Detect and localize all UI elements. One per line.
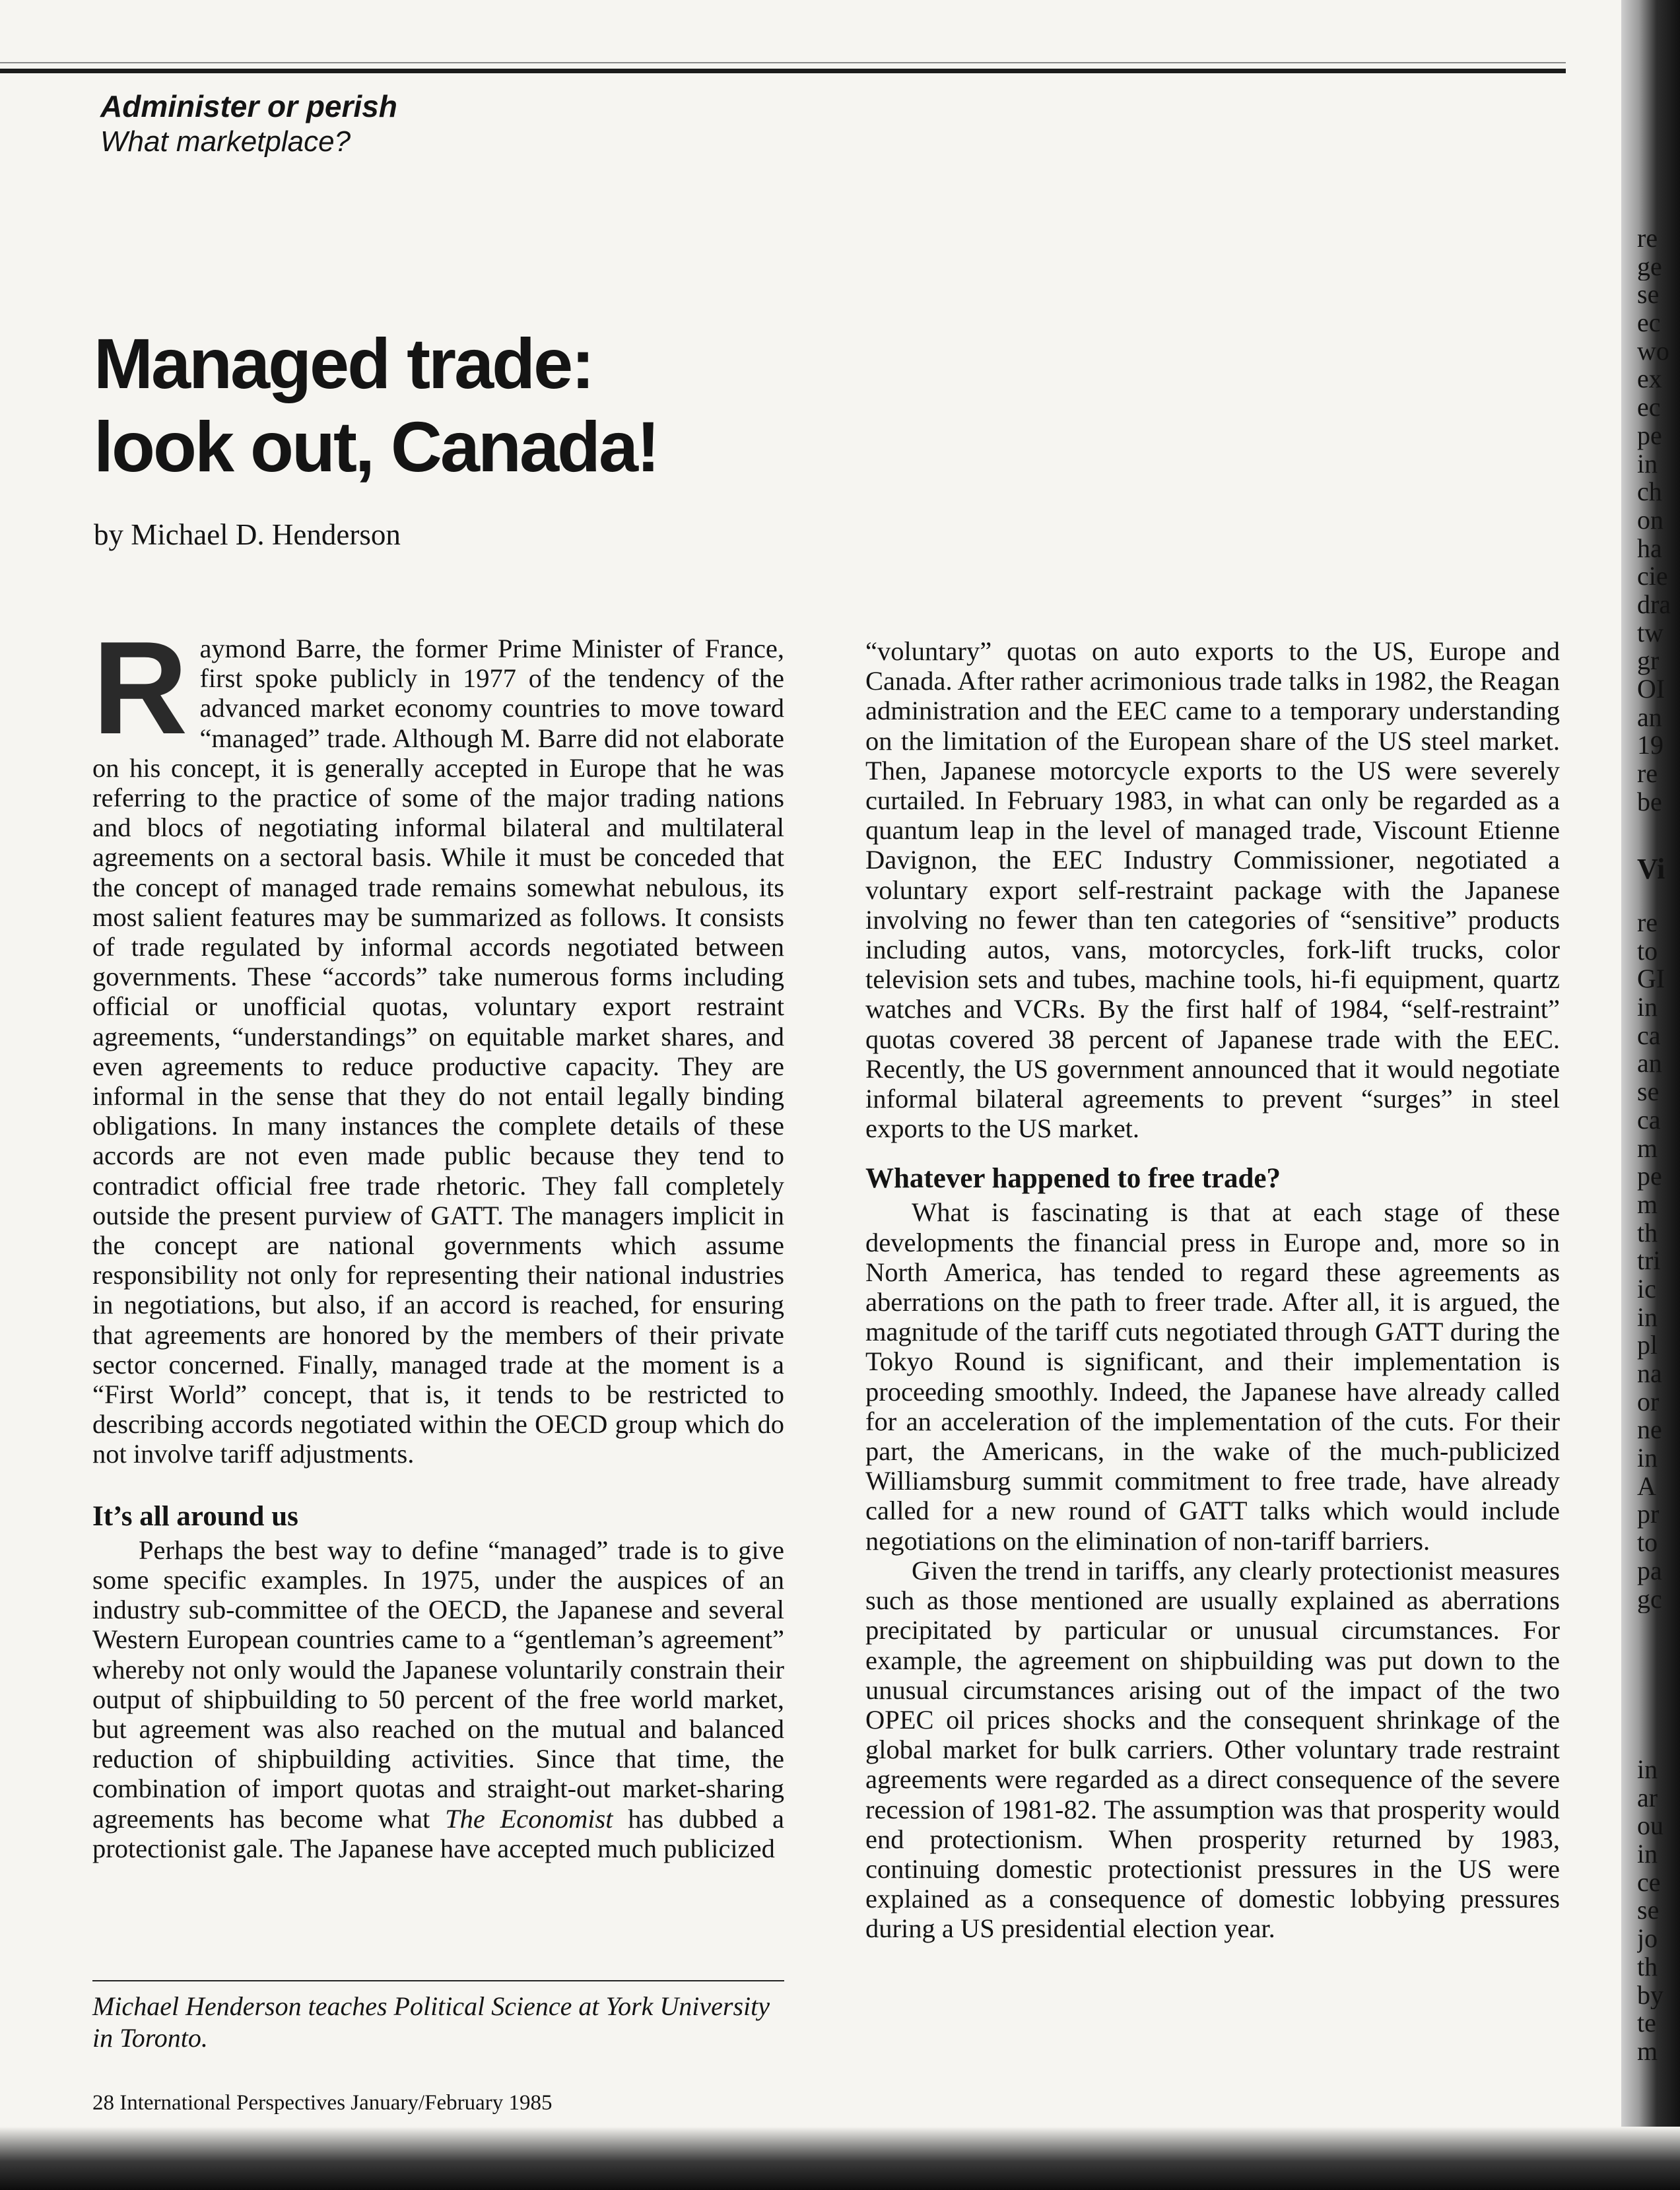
fragment-line: m xyxy=(1637,2037,1658,2066)
fragment-line: th xyxy=(1637,1218,1658,1247)
fragment-line: on xyxy=(1637,506,1663,535)
fragment-line: re xyxy=(1637,224,1658,253)
next-page-fragment-bottom xyxy=(1637,1756,1677,2066)
fragment-line: ne xyxy=(1637,1416,1662,1445)
fragment-line: cie xyxy=(1637,562,1668,591)
fragment-line: ec xyxy=(1637,393,1661,422)
fragment-line: an xyxy=(1637,703,1662,732)
fragment-line: se xyxy=(1637,1896,1660,1925)
paragraph-examples-text-end: has dubbed a protectionist gale. The Japanese have accepted much publicized xyxy=(92,1803,784,1863)
fragment-line: to xyxy=(1637,1529,1658,1557)
fragment-line: se xyxy=(1637,1078,1660,1106)
paragraph-tariff-trend: Given the trend in tariffs, any clearly protectionist measures such as those mentioned are usually explained as aberrations precipitated by particular or unusual circumstances. For example, the agreement on shipbuilding was put down to the unusual circumstances arising out of the impact of the two OPEC oil prices shocks and the consequent shrinkage of the global market for bulk carriers. Other voluntary trade restraint agreements were regarded as a direct consequence of the severe recession of 1981-82. The assumption was that prosperity would end protectionism. When prosperity returned by 1983, continuing domestic protectionist pressures in the US were explained as a consequence of domestic lobbying pressures during a US presidential election year. xyxy=(865,1555,1560,1944)
fragment-line: A xyxy=(1637,1472,1656,1501)
fragment-line: na xyxy=(1637,1360,1662,1388)
next-page-fragment-subhead: Vi xyxy=(1637,853,1665,885)
fragment-line: te xyxy=(1637,2009,1656,2038)
paragraph-examples-text: Perhaps the best way to define “managed” trade is to give some specific examples. In 1975, under the auspices of an industry sub-committee of the OECD, the Japanese and several Western European countries came to a “gentleman’s agreement” whereby not only would the Japanese voluntarily constrain their output of shipbuilding to 50 percent of the free world market, but agreement was also reached on the mutual and balanced reduction of shipbuilding activities. Since that time, the combination of import quotas and straight-out market-sharing agreements has become what xyxy=(92,1535,784,1834)
fragment-line: OI xyxy=(1637,675,1665,704)
fragment-line: re xyxy=(1637,909,1658,937)
fragment-line: ha xyxy=(1637,534,1662,563)
fragment-line: to xyxy=(1637,937,1658,966)
fragment-line: m xyxy=(1637,1134,1658,1163)
headline-line-2: look out, Canada! xyxy=(94,407,659,486)
fragment-line: m xyxy=(1637,1190,1658,1219)
fragment-line: gc xyxy=(1637,1585,1662,1614)
fragment-line: se xyxy=(1637,281,1660,310)
fragment-line: an xyxy=(1637,1049,1662,1078)
scan-bottom-edge xyxy=(0,2127,1680,2190)
article-headline xyxy=(94,322,820,488)
byline: by Michael D. Henderson xyxy=(94,518,401,551)
fragment-line: ca xyxy=(1637,1021,1661,1050)
top-rule xyxy=(0,69,1566,73)
drop-cap: R xyxy=(92,614,188,762)
fragment-line: ic xyxy=(1637,1275,1656,1304)
fragment-line: in xyxy=(1637,449,1658,479)
fragment-line: in xyxy=(1637,1756,1658,1784)
headline-line-1: Managed trade: xyxy=(94,323,593,403)
fragment-line: ce xyxy=(1637,1868,1661,1897)
paragraph-examples xyxy=(92,1535,784,1863)
author-note: Michael Henderson teaches Political Science at York University in Toronto. xyxy=(92,1991,770,2053)
fragment-line: re xyxy=(1637,760,1658,788)
section-header xyxy=(100,88,397,159)
fragment-line: GI xyxy=(1637,965,1665,994)
subhead-all-around-us: It’s all around us xyxy=(92,1500,298,1532)
next-page-fragment-middle xyxy=(1637,909,1677,1613)
top-thin-rule xyxy=(0,62,1566,63)
paragraph-aberrations: What is fascinating is that at each stage of these developments the financial press in Europe and, more so in North America, has tended to regard these agreements as aberrations on the path to freer trade. After all, it is argued, the magnitude of the tariff cuts negotiated through GATT during the Tokyo Round is significant, and their implementation is proceeding smoothly. Indeed, the Japanese have already called for an acceleration of the implementation of the cuts. For their part, the Americans, in the wake of the much-publicized Williamsburg summit commitment to free trade, have already called for a new round of GATT talks which would include negotiations on the elimination of non-tariff barriers. xyxy=(865,1197,1560,1556)
fragment-line: in xyxy=(1637,993,1658,1022)
fragment-line: tri xyxy=(1637,1247,1661,1275)
fragment-line: ge xyxy=(1637,252,1662,281)
fragment-line: in xyxy=(1637,1444,1658,1473)
article-column-right xyxy=(865,636,1560,1944)
fragment-line: tw xyxy=(1637,618,1663,647)
subhead-free-trade: Whatever happened to free trade? xyxy=(865,1163,1281,1195)
section-subtitle: What marketplace? xyxy=(100,125,351,158)
fragment-line: 19 xyxy=(1637,731,1663,760)
author-note-rule xyxy=(92,1980,784,1981)
fragment-line: or xyxy=(1637,1387,1660,1416)
fragment-line: in xyxy=(1637,1840,1658,1869)
fragment-line: ch xyxy=(1637,478,1662,506)
fragment-line: pr xyxy=(1637,1500,1660,1529)
fragment-line: ca xyxy=(1637,1106,1661,1135)
fragment-line: ec xyxy=(1637,309,1661,337)
fragment-line: dra xyxy=(1637,590,1671,619)
fragment-line: pe xyxy=(1637,1162,1662,1191)
paragraph-quotas: “voluntary” quotas on auto exports to the US, Europe and Canada. After rather acrimonious trade talks in 1982, the Reagan administration and the EEC came to a temporary understanding on the limitation of the European share of the US steel market. Then, Japanese motorcycle exports to the US were severely curtailed. In February 1983, in what can only be regarded as a quantum leap in the level of managed trade, Viscount Etienne Davignon, the EEC Industry Commissioner, negotiated a voluntary export self-restraint package with the Japanese involving no fewer than ten categories of “sensitive” products including autos, vans, motorcycles, fork-lift trucks, color television sets and tubes, machine tools, hi-fi equipment, quartz watches and VCRs. By the first half of 1984, “self-restraint” quotas covered 38 percent of Japanese trade with the EEC. Recently, the US government announced that it would negotiate informal bilateral agreements to prevent “surges” in steel exports to the US market. xyxy=(865,636,1560,1144)
page-footer: 28 International Perspectives January/February 1985 xyxy=(92,2091,553,2115)
next-page-fragment-top xyxy=(1637,224,1677,816)
article-column-left xyxy=(92,614,784,1863)
fragment-line: in xyxy=(1637,1303,1658,1332)
fragment-line: jo xyxy=(1637,1925,1658,1953)
fragment-line: ex xyxy=(1637,365,1662,394)
fragment-line: by xyxy=(1637,1981,1663,2010)
fragment-line: pa xyxy=(1637,1556,1662,1585)
paragraph-intro xyxy=(92,614,784,1469)
fragment-line: gr xyxy=(1637,647,1660,675)
fragment-line: th xyxy=(1637,1952,1658,1981)
fragment-line: ou xyxy=(1637,1812,1663,1841)
fragment-line: wo xyxy=(1637,337,1669,366)
paragraph-intro-text: aymond Barre, the former Prime Minister of France, first spoke publicly in 1977 of the tendency of the advanced market economy countries to move toward “managed” trade. Although M. Barre did not elaborate on his concept, it is generally accepted in Europe that he was referring to the practice of some of the major trading nations and blocs of negotiating informal bilateral and multilateral agreements on a sectoral basis. While it must be conceded that the concept of managed trade remains somewhat nebulous, its most salient features may be summarized as follows. It consists of trade regulated by informal accords negotiated between governments. These “accords” take numerous forms including official or unofficial quotas, voluntary export restraint agreements, “understandings” on equitable market shares, and even agreements to reduce productive capacity. They are informal in the sense that they do not entail legally binding obligations. In many instances the complete details of these accords are not even made public because they tend to contradict official free trade rhetoric. They fall completely outside the present purview of GATT. The managers implicit in the concept are national governments which assume responsibility not only for representing their national industries in negotiations, but also, if an accord is reached, for ensuring that agreements are honored by the members of their private sector concerned. Finally, managed trade at the moment is a “First World” concept, that is, it tends to be restricted to describing accords negotiated within the OECD group which do not involve tariff adjustments. xyxy=(92,634,784,1469)
publication-title: The Economist xyxy=(445,1803,613,1834)
fragment-line: ar xyxy=(1637,1783,1658,1812)
fragment-line: be xyxy=(1637,787,1662,816)
section-title: Administer or perish xyxy=(100,89,397,123)
fragment-line: pl xyxy=(1637,1331,1658,1360)
fragment-line: pe xyxy=(1637,421,1662,450)
